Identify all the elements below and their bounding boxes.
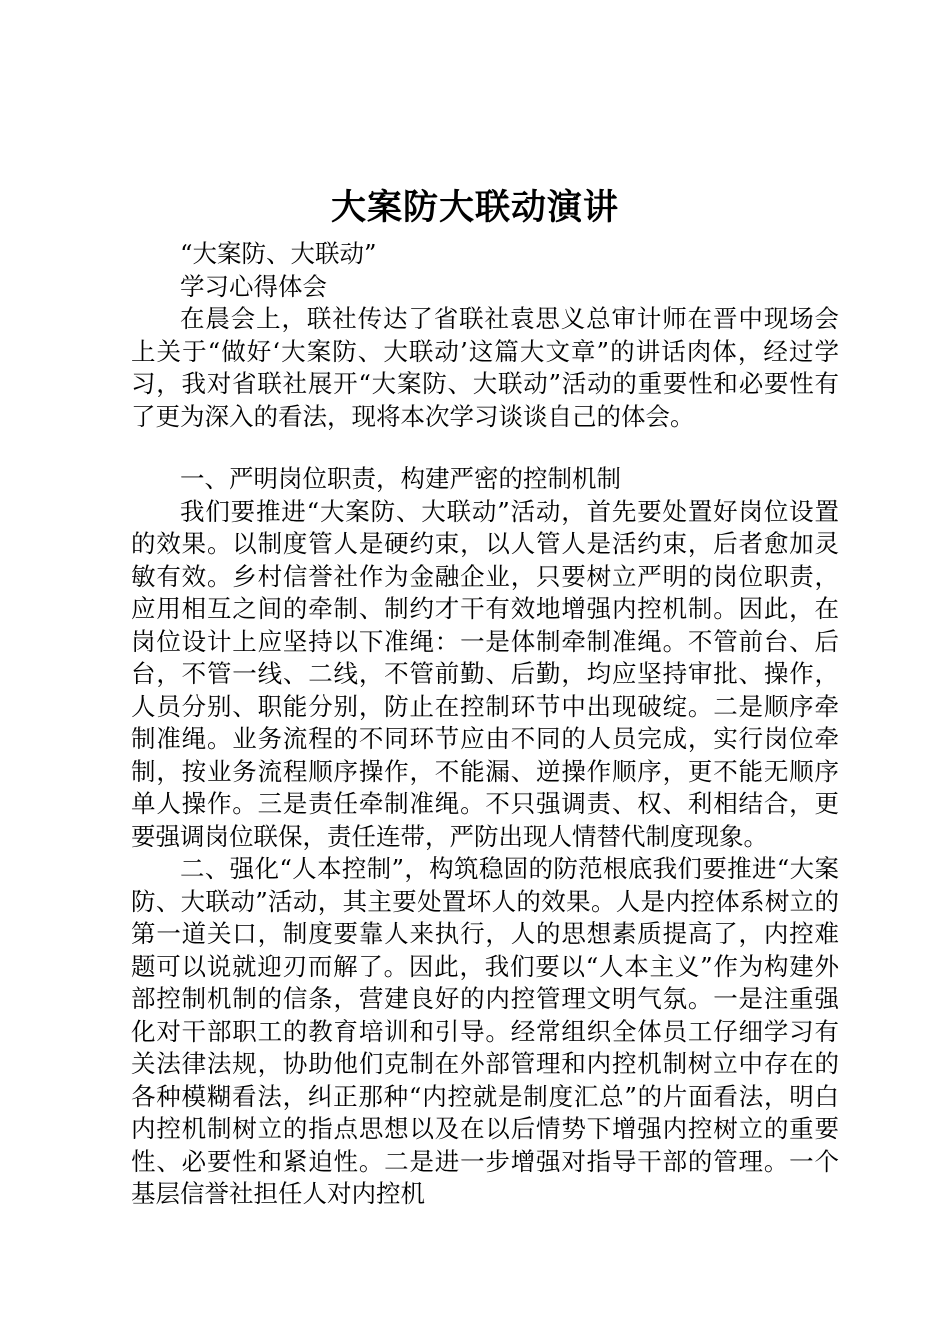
subtitle-line: 学习心得体会 <box>180 271 327 301</box>
body-paragraph: 我们要推进“大案防、大联动”活动，首先要处置好岗位设置的效果。以制度管人是硬约束，以人管人是活约束，后者愈加灵敏有效。乡村信誉社作为金融企业，只要树立严明的岗位职责，应用相互之间的牵制、制约才干有效地增强内控机制。因此，在岗位设计上应坚持以下准绳：一是体制牵制准绳。不管前台、后台，不管一线、二线，不管前勤、后勤，均应坚持审批、操作，人员分别、职能分别，防止在控制环节中出现破绽。二是顺序牵制准绳。业务流程的不同环节应由不同的人员完成，实行岗位牵制，按业务流程顺序操作，不能漏、逆操作顺序，更不能无顺序单人操作。三是责任牵制准绳。不只强调责、权、利相结合，更要强调岗位联保，责任连带，严防出现人情替代制度现象。 <box>131 496 839 851</box>
body-paragraph: 在晨会上，联社传达了省联社袁思义总审计师在晋中现场会上关于“做好‘大案防、大联动’这篇大文章”的讲话肉体，经过学习，我对省联社展开“大案防、大联动”活动的重要性和必要性有了更为深入的看法，现将本次学习谈谈自己的体会。 <box>131 304 839 431</box>
document-body <box>131 238 839 1211</box>
subtitle-line: “大案防、大联动” <box>180 239 377 268</box>
body-paragraph: 二、强化“人本控制”，构筑稳固的防范根底我们要推进“大案防、大联动”活动，其主要处置坏人的效果。人是内控体系树立的第一道关口，制度要靠人来执行，人的思想素质提高了，内控难题可以说就迎刃而解了。因此，我们要以“人本主义”作为构建外部控制机制的信条，营建良好的内控管理文明气氛。一是注重强化对干部职工的教育培训和引导。经常组织全体员工仔细学习有关法律法规，协助他们克制在外部管理和内控机制树立中存在的各种模糊看法，纠正那种“内控就是制度汇总”的片面看法，明白内控机制树立的指点思想以及在以后情势下增强内控树立的重要性、必要性和紧迫性。二是进一步增强对指导干部的管理。一个基层信誉社担任人对内控机 <box>131 854 839 1208</box>
section-heading: 一、严明岗位职责，构建严密的控制机制 <box>180 464 621 493</box>
paragraph-gap <box>131 433 839 463</box>
document-title: 大案防大联动演讲 <box>330 187 619 228</box>
